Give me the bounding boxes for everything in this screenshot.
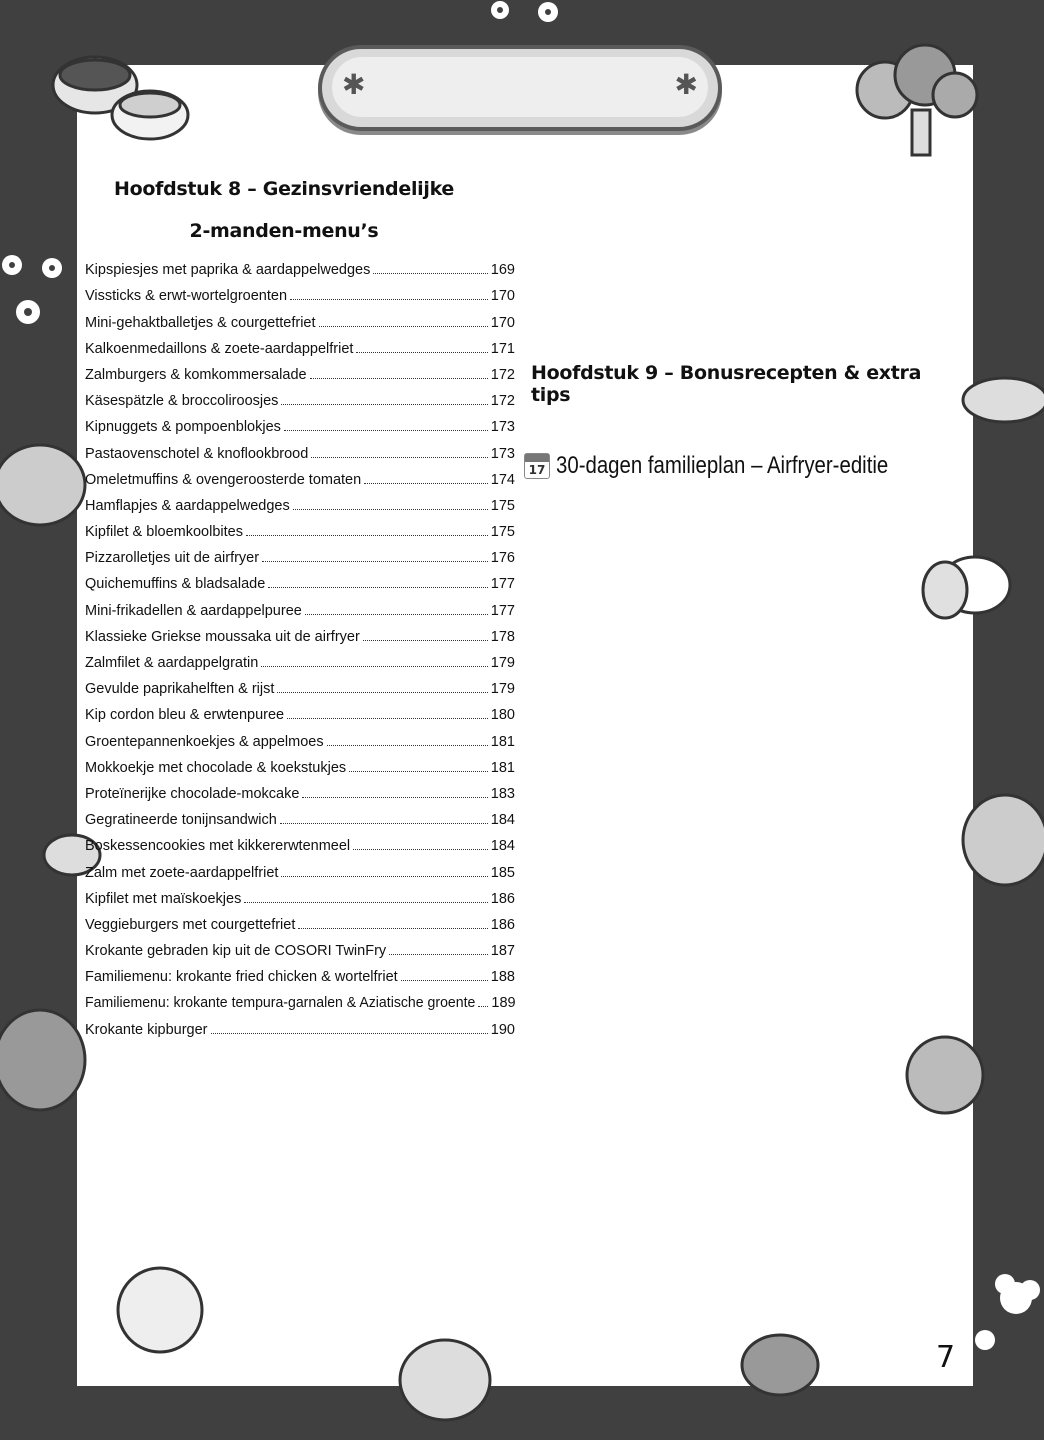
toc-entry[interactable] <box>85 985 515 1011</box>
toc-leader-dots <box>287 718 488 719</box>
flower-illustration <box>975 1274 1040 1440</box>
toc-leader-dots <box>349 771 488 772</box>
toc-entry-page: 170 <box>490 288 515 305</box>
bowls-illustration <box>53 57 188 139</box>
toc-entry[interactable] <box>85 409 515 435</box>
toc-entry-page: 170 <box>490 314 515 331</box>
toc-leader-dots <box>277 692 487 693</box>
toc-leader-dots <box>310 378 488 379</box>
cabbage-illustration <box>907 1037 983 1113</box>
toc-entry[interactable] <box>85 959 515 985</box>
toc-entry-page: 186 <box>490 890 515 907</box>
toc-leader-dots <box>211 1033 488 1034</box>
toc-entry[interactable] <box>85 252 515 278</box>
toc-entry-title: Mini-frikadellen & aardappelpuree <box>85 602 302 619</box>
toc-entry-title: Proteïnerijke chocolade-mokcake <box>85 785 300 802</box>
toc-leader-dots <box>364 483 488 484</box>
toc-entry-page: 172 <box>490 366 515 383</box>
toc-entry-page: 173 <box>490 445 515 462</box>
toc-entry[interactable] <box>85 514 515 540</box>
toc-entry-title: Käsespätzle & broccoliroosjes <box>85 393 279 410</box>
toc-entry-page: 186 <box>490 916 515 933</box>
toc-entry-title: Kipnuggets & pompoenblokjes <box>85 419 281 436</box>
toc-entry[interactable] <box>85 802 515 828</box>
toc-entry[interactable] <box>85 723 515 749</box>
header-banner <box>318 45 722 131</box>
toc-entry[interactable] <box>85 331 515 357</box>
toc-entry-title: Kipfilet met maïskoekjes <box>85 890 242 907</box>
asterisk-flower-icon: ✱ <box>674 68 698 101</box>
toc-leader-dots <box>478 1006 488 1007</box>
toc-entry-page: 190 <box>490 1021 515 1038</box>
toc-entry[interactable] <box>85 907 515 933</box>
toc-entry-title: Kalkoenmedaillons & zoete-aardappelfriet <box>85 340 354 357</box>
toc-entry-page: 181 <box>490 733 515 750</box>
toc-entry[interactable] <box>85 488 515 514</box>
toc-entry[interactable] <box>85 435 515 461</box>
toc-entry-page: 175 <box>490 497 515 514</box>
toc-leader-dots <box>281 404 487 405</box>
toc-entry-title: Mokkoekje met chocolade & koekstukjes <box>85 759 347 776</box>
toc-leader-dots <box>356 352 487 353</box>
page-number: 7 <box>936 1340 956 1375</box>
toc-entry-page: 175 <box>490 524 515 541</box>
toc-entry-title: Pastaovenschotel & knoflookbrood <box>85 445 309 462</box>
toc-leader-dots <box>311 457 488 458</box>
toc-leader-dots <box>353 849 488 850</box>
toc-entry-title: Zalm met zoete-aardappelfriet <box>85 864 279 881</box>
toc-entry-title: Krokante kipburger <box>85 1021 208 1038</box>
toc-entry-title: Kipfilet & bloemkoolbites <box>85 524 243 541</box>
toc-entry-page: 184 <box>490 838 515 855</box>
toc-entry-title: Gegratineerde tonijnsandwich <box>85 812 277 829</box>
toc-entry-title: Mini-gehaktballetjes & courgettefriet <box>85 314 316 331</box>
family-plan-label: 30-dagen familieplan – Airfryer-editie <box>556 452 889 479</box>
toc-leader-dots <box>293 509 488 510</box>
toc-entry-title: Familiemenu: krokante tempura-garnalen & Aziatische groente <box>85 995 476 1012</box>
toc-entry-page: 183 <box>490 785 515 802</box>
toc-leader-dots <box>290 299 488 300</box>
toc-entry[interactable] <box>85 566 515 592</box>
toc-entry[interactable] <box>85 854 515 880</box>
toc-entry[interactable] <box>85 383 515 409</box>
toc-leader-dots <box>319 326 488 327</box>
broccoli-illustration <box>857 45 977 155</box>
mushroom-illustration <box>923 557 1010 618</box>
cauliflower-illustration <box>118 1268 202 1352</box>
toc-leader-dots <box>281 876 487 877</box>
toc-entry[interactable] <box>85 462 515 488</box>
toc-entry[interactable] <box>85 592 515 618</box>
chapter-8-toc <box>85 252 515 1038</box>
toc-entry-page: 179 <box>490 681 515 698</box>
toc-entry-title: Pizzarolletjes uit de airfryer <box>85 550 260 567</box>
toc-entry-title: Quichemuffins & bladsalade <box>85 576 266 593</box>
toc-leader-dots <box>302 797 487 798</box>
toc-entry[interactable] <box>85 357 515 383</box>
toc-entry-page: 178 <box>490 628 515 645</box>
toc-entry-page: 172 <box>490 393 515 410</box>
toc-entry-title: Krokante gebraden kip uit de COSORI TwinFry <box>85 943 387 960</box>
toc-entry-title: Zalmburgers & komkommersalade <box>85 366 307 383</box>
toc-entry-page: 171 <box>490 340 515 357</box>
potato-illustration <box>742 1335 818 1395</box>
toc-leader-dots <box>401 980 488 981</box>
toc-entry-title: Gevulde paprikahelften & rijst <box>85 681 275 698</box>
toc-entry-title: Zalmfilet & aardappelgratin <box>85 655 259 671</box>
toc-leader-dots <box>298 928 487 929</box>
toc-leader-dots <box>262 561 488 562</box>
toc-entry-title: Hamflapjes & aardappelwedges <box>85 497 290 514</box>
toc-entry-page: 177 <box>490 576 515 593</box>
toc-entry[interactable] <box>85 697 515 723</box>
toc-leader-dots <box>363 640 488 641</box>
toc-entry[interactable] <box>85 619 515 645</box>
peas-illustration <box>400 1340 490 1420</box>
toc-entry-page: 181 <box>490 759 515 776</box>
toc-entry-title: Vissticks & erwt-wortelgroenten <box>85 288 288 305</box>
family-plan-link[interactable] <box>524 450 947 482</box>
toc-entry-title: Boskessencookies met kikkererwtenmeel <box>85 838 351 855</box>
toc-entry-page: 187 <box>490 943 515 960</box>
toc-leader-dots <box>284 430 488 431</box>
toc-entry[interactable] <box>85 1011 515 1037</box>
chapter-9-heading: Hoofdstuk 9 – Bonusrecepten & extra tips <box>531 362 922 406</box>
toc-entry-page: 180 <box>490 707 515 724</box>
toc-entry-page: 188 <box>490 969 515 986</box>
toc-leader-dots <box>327 745 488 746</box>
toc-leader-dots <box>261 666 488 667</box>
toc-entry-page: 177 <box>490 602 515 619</box>
toc-entry[interactable] <box>85 540 515 566</box>
toc-entry-title: Groentepannenkoekjes & appelmoes <box>85 733 324 750</box>
toc-entry[interactable] <box>85 881 515 907</box>
toc-entry-title: Omeletmuffins & ovengeroosterde tomaten <box>85 471 362 488</box>
toc-entry-page: 174 <box>490 471 515 488</box>
toc-entry-page: 179 <box>490 655 515 671</box>
toc-entry[interactable] <box>85 776 515 802</box>
toc-leader-dots <box>268 587 488 588</box>
toc-entry-title: Kip cordon bleu & erwtenpuree <box>85 707 285 724</box>
asterisk-flower-icon: ✱ <box>342 68 366 101</box>
toc-entry-title: Veggieburgers met courgettefriet <box>85 916 296 933</box>
toc-entry-title: Familiemenu: krokante fried chicken & wortelfriet <box>85 969 398 986</box>
toc-entry-page: 173 <box>490 419 515 436</box>
toc-entry-title: Kipspiesjes met paprika & aardappelwedges <box>85 262 371 279</box>
toc-entry[interactable] <box>85 750 515 776</box>
toc-entry[interactable] <box>85 671 515 697</box>
toc-entry-page: 189 <box>491 995 516 1012</box>
toc-entry-title: Klassieke Griekse moussaka uit de airfryer <box>85 628 360 645</box>
toc-entry[interactable] <box>85 304 515 330</box>
calendar-icon: 17 <box>524 453 550 479</box>
toc-leader-dots <box>373 273 487 274</box>
toc-leader-dots <box>389 954 488 955</box>
toc-leader-dots <box>246 535 488 536</box>
toc-leader-dots <box>280 823 488 824</box>
toc-entry-page: 169 <box>490 262 515 279</box>
toc-entry-page: 184 <box>490 812 515 829</box>
toc-entry-page: 185 <box>490 864 515 881</box>
toc-entry[interactable] <box>85 645 515 671</box>
toc-leader-dots <box>305 614 488 615</box>
chapter-8-heading: Hoofdstuk 8 – Gezinsvriendelijke 2-manden-menu’s <box>114 178 454 242</box>
toc-leader-dots <box>244 902 487 903</box>
toc-entry[interactable] <box>85 278 515 304</box>
toc-entry-page: 176 <box>490 550 515 567</box>
toc-entry[interactable] <box>85 933 515 959</box>
toc-entry[interactable] <box>85 828 515 854</box>
